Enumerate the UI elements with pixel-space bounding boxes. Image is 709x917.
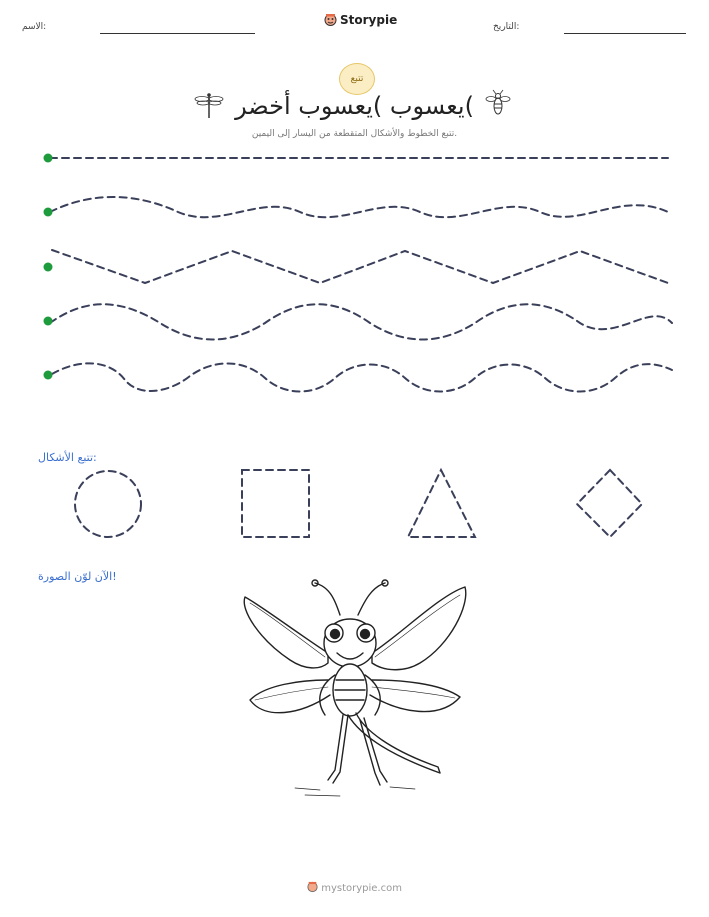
date-label: التاريخ: (493, 22, 520, 32)
trace-square (242, 470, 309, 537)
storypie-logo-icon (324, 13, 337, 27)
color-heading: الآن لوّن الصورة! (38, 570, 117, 583)
trace-diamond (577, 470, 642, 537)
name-label: الاسم: (22, 22, 47, 32)
trace-triangle (408, 470, 475, 537)
footer-url[interactable]: mystorypie.com (321, 883, 402, 894)
start-dot-3 (44, 263, 53, 272)
shapes-heading: تتبع الأشكال: (38, 451, 97, 464)
start-dot-5 (44, 371, 53, 380)
storypie-logo-icon (307, 881, 318, 893)
tracing-line-wave-2 (50, 304, 672, 339)
page-title: يعسوب )يعسوب أخضر( (235, 92, 474, 120)
tracing-line-wave-1 (50, 197, 668, 217)
brand-name: Storypie (340, 13, 398, 27)
badge-label: تتبع (350, 74, 364, 84)
start-dot-4 (44, 317, 53, 326)
footer (0, 881, 709, 894)
trace-badge (339, 63, 375, 95)
dragonfly-coloring-image (240, 575, 470, 800)
tracing-line-bumps (52, 363, 672, 391)
date-line[interactable] (564, 33, 686, 34)
start-dot-2 (44, 208, 53, 217)
trace-circle (75, 471, 141, 537)
name-line[interactable] (100, 33, 255, 34)
instructions: تتبع الخطوط والأشكال المتقطعة من اليسار إلى اليمين. (251, 129, 458, 139)
tracing-lines[interactable] (0, 140, 709, 400)
tracing-shapes[interactable] (0, 465, 709, 545)
brand-header (324, 13, 397, 27)
tracing-line-zigzag (52, 250, 668, 283)
start-dot-1 (44, 154, 53, 163)
